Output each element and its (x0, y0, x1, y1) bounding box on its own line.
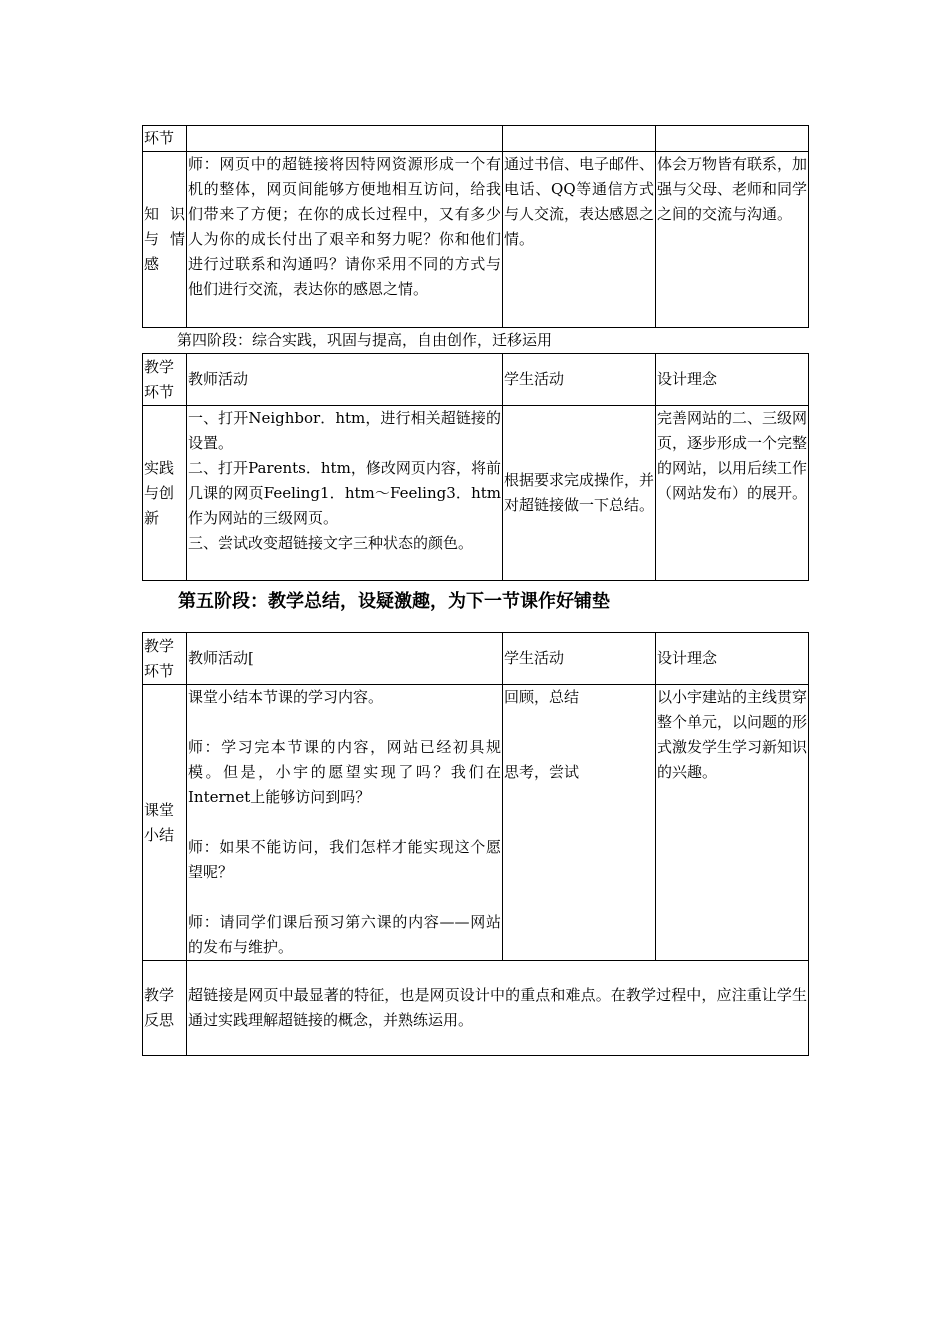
row-label-reflection: 教学反思 (143, 961, 187, 1056)
stage4-caption: 第四阶段：综合实践，巩固与提高，自由创作，迁移运用 (177, 331, 553, 349)
stage5-caption: 第五阶段：教学总结，设疑激趣，为下一节课作好铺垫 (178, 591, 610, 612)
reflection-text: 超链接是网页中最显著的特征，也是网页设计中的重点和难点。在教学过程中，应注重让学生通过实践理解超链接的概念，并熟练运用。 (187, 961, 809, 1056)
row-label-practice: 实践与创新 (143, 406, 187, 581)
header-cell-empty (187, 126, 503, 152)
teacher-para-3: 师：如果不能访问，我们怎样才能实现这个愿望呢？ (188, 838, 501, 881)
student-activity-cell (503, 685, 656, 961)
header-label: 环节 (143, 126, 187, 152)
header-cell-empty (656, 126, 809, 152)
student-activity-text: 根据要求完成操作，并对超链接做一下总结。 (503, 406, 656, 581)
student-activity-text: 通过书信、电子邮件、电话、QQ等通信方式与人交流，表达感恩之情。 (503, 152, 656, 328)
lesson-summary-table (142, 632, 809, 1056)
teacher-step-1: 一、打开Neighbor．htm，进行相关超链接的设置。 (188, 409, 501, 452)
design-concept-text: 体会万物皆有联系，加强与父母、老师和同学之间的交流与沟通。 (656, 152, 809, 328)
header-teacher-activity: 教师活动[ (187, 633, 503, 685)
teacher-activity-cell (187, 685, 503, 961)
teacher-step-2: 二、打开Parents．htm，修改网页内容，将前几课的网页Feeling1．htm～Feeling3．htm作为网站的三级网页。 (188, 459, 501, 527)
header-teacher-activity: 教师活动 (187, 354, 503, 406)
teacher-activity-text: 师：网页中的超链接将因特网资源形成一个有机的整体，网页间能够方便地相互访问，给我们带来了方便；在你的成长过程中，又有多少人为你的成长付出了艰辛和努力呢？你和他们进行过联系和沟通吗？请你采用不同的方式与他们进行交流，表达你的感恩之情。 (187, 152, 503, 328)
practice-innovation-table (142, 353, 809, 581)
design-concept-text: 以小宇建站的主线贯穿整个单元，以问题的形式激发学生学习新知识的兴趣。 (656, 685, 809, 961)
teacher-para-1: 课堂小结本节课的学习内容。 (188, 688, 384, 706)
header-teaching-stage: 教学环节 (143, 633, 187, 685)
teacher-step-3: 三、尝试改变超链接文字三种状态的颜色。 (188, 534, 474, 552)
header-design-concept: 设计理念 (656, 633, 809, 685)
student-think-text: 思考，尝试 (504, 763, 580, 781)
row-label-summary: 课堂小结 (143, 685, 187, 961)
header-student-activity: 学生活动 (503, 354, 656, 406)
header-design-concept: 设计理念 (656, 354, 809, 406)
student-review-text: 回顾，总结 (504, 688, 580, 706)
teacher-activity-cell (187, 406, 503, 581)
header-teaching-stage: 教学环节 (143, 354, 187, 406)
header-student-activity: 学生活动 (503, 633, 656, 685)
row-label-knowledge-emotion: 知识与情感 (143, 152, 187, 328)
teacher-para-4: 师：请同学们课后预习第六课的内容——网站的发布与维护。 (188, 913, 501, 956)
design-concept-text: 完善网站的二、三级网页，逐步形成一个完整的网站，以用后续工作（网站发布）的展开。 (656, 406, 809, 581)
teacher-para-2: 师：学习完本节课的内容，网站已经初具规模。但是，小宇的愿望实现了吗？我们在Internet上能够访问到吗？ (188, 738, 501, 806)
header-cell-empty (503, 126, 656, 152)
knowledge-emotion-table (142, 125, 809, 328)
